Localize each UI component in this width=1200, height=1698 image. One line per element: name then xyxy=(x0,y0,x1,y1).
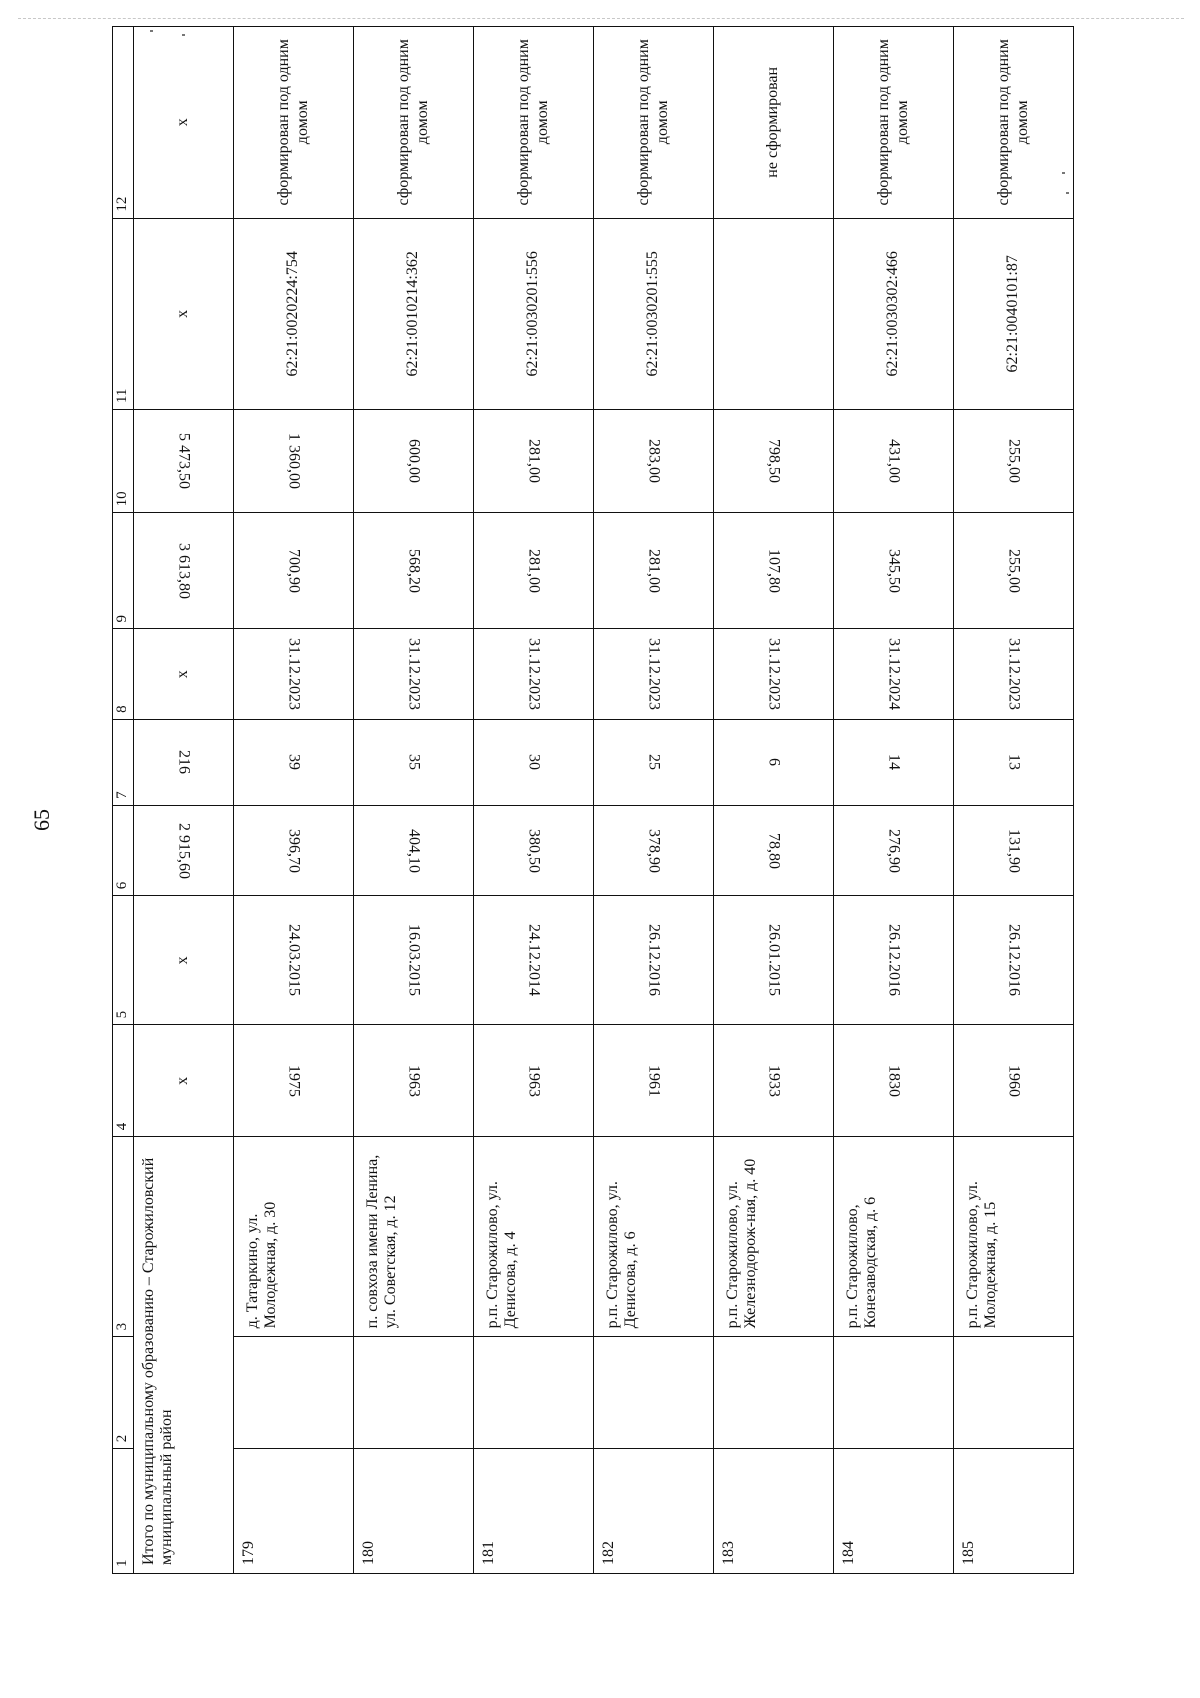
row-col2 xyxy=(954,1337,1074,1449)
row-number: 181 xyxy=(474,1449,594,1574)
row-col9 xyxy=(714,513,834,629)
column-number: 5 xyxy=(113,896,134,1025)
row-col10 xyxy=(354,410,474,513)
row-area-value: 404,10 xyxy=(405,828,423,873)
column-number: 8 xyxy=(113,629,134,719)
table-row xyxy=(234,27,354,1574)
row-status: сформирован под одним домом xyxy=(474,27,594,219)
total-count xyxy=(134,719,234,805)
row-deadline xyxy=(714,629,834,719)
row-col9-value: 107,80 xyxy=(765,548,783,593)
row-col2 xyxy=(234,1337,354,1449)
row-area-value: 78,80 xyxy=(765,832,783,869)
column-number: 2 xyxy=(113,1337,134,1449)
row-col2 xyxy=(714,1337,834,1449)
column-number: 1 xyxy=(113,1449,134,1574)
total-col9 xyxy=(134,513,234,629)
row-area xyxy=(354,805,474,895)
row-deadline xyxy=(594,629,714,719)
row-deadline-value: 31.12.2023 xyxy=(525,638,543,711)
row-status: сформирован под одним домом xyxy=(354,27,474,219)
row-deadline-value: 31.12.2023 xyxy=(645,638,663,711)
row-status: сформирован под одним домом xyxy=(834,27,954,219)
row-col10-value: 255,00 xyxy=(1005,439,1023,484)
row-area-value: 396,70 xyxy=(285,828,303,873)
row-year xyxy=(234,1025,354,1137)
row-status: сформирован под одним домом xyxy=(234,27,354,219)
row-status: сформирован под одним домом xyxy=(954,27,1074,219)
row-cadastral: 62:21:0030302:466 xyxy=(834,218,954,409)
row-col9 xyxy=(834,513,954,629)
row-deadline-value: 31.12.2023 xyxy=(765,638,783,711)
row-cadastral xyxy=(714,218,834,409)
row-status: сформирован под одним домом xyxy=(594,27,714,219)
row-address: р.п. Старожилово, ул. Железнодорож-ная, д. 40 xyxy=(714,1137,834,1337)
row-area xyxy=(234,805,354,895)
row-col10-value: 431,00 xyxy=(885,439,903,484)
table-row xyxy=(354,27,474,1574)
total-col10 xyxy=(134,410,234,513)
row-number: 180 xyxy=(354,1449,474,1574)
row-col9 xyxy=(594,513,714,629)
row-area xyxy=(954,805,1074,895)
row-col10 xyxy=(594,410,714,513)
row-status: не сформирован xyxy=(714,27,834,219)
row-year-value: 1960 xyxy=(1005,1064,1023,1097)
row-count xyxy=(714,719,834,805)
row-col9 xyxy=(354,513,474,629)
row-year xyxy=(594,1025,714,1137)
row-address: р.п. Старожилово, ул. Денисова, д. 4 xyxy=(474,1137,594,1337)
row-col10 xyxy=(954,410,1074,513)
row-col10-value: 600,00 xyxy=(405,439,423,484)
row-area xyxy=(714,805,834,895)
table-row xyxy=(954,27,1074,1574)
row-area-value: 276,90 xyxy=(885,828,903,873)
total-col9-value: 3 613,80 xyxy=(175,542,193,599)
row-date-value: 16.03.2015 xyxy=(405,924,423,997)
total-label: Итого по муниципальному образованию – Старожиловский муниципальный район xyxy=(134,1137,234,1574)
row-number: 184 xyxy=(834,1449,954,1574)
total-col10-value: 5 473,50 xyxy=(175,433,193,490)
total-area xyxy=(134,805,234,895)
row-date-value: 26.12.2016 xyxy=(645,924,663,997)
row-date-value: 24.03.2015 xyxy=(285,924,303,997)
row-area xyxy=(474,805,594,895)
table-row xyxy=(474,27,594,1574)
row-date xyxy=(594,896,714,1025)
row-year-value: 1963 xyxy=(525,1064,543,1097)
table-row xyxy=(714,27,834,1574)
row-deadline xyxy=(954,629,1074,719)
row-cadastral: 62:21:0040101:87 xyxy=(954,218,1074,409)
row-col9 xyxy=(474,513,594,629)
row-count-value: 35 xyxy=(405,754,423,771)
row-col10-value: 1 360,00 xyxy=(285,433,303,490)
column-number: 4 xyxy=(113,1025,134,1137)
row-count-value: 13 xyxy=(1005,754,1023,771)
column-number: 12 xyxy=(113,27,134,219)
total-cadastral: x xyxy=(134,218,234,409)
row-area xyxy=(594,805,714,895)
row-year-value: 1961 xyxy=(645,1064,663,1097)
row-col9-value: 345,50 xyxy=(885,548,903,593)
row-col10-value: 798,50 xyxy=(765,439,783,484)
row-count xyxy=(834,719,954,805)
row-year-value: 1933 xyxy=(765,1064,783,1097)
row-address: р.п. Старожилово, Конезаводская, д. 6 xyxy=(834,1137,954,1337)
row-date-value: 26.01.2015 xyxy=(765,924,783,997)
row-date xyxy=(834,896,954,1025)
row-col9-value: 568,20 xyxy=(405,548,423,593)
row-count xyxy=(594,719,714,805)
row-count-value: 39 xyxy=(285,754,303,771)
row-cadastral: 62:21:0030201:555 xyxy=(594,218,714,409)
column-number: 10 xyxy=(113,410,134,513)
row-col9-value: 255,00 xyxy=(1005,548,1023,593)
column-number: 11 xyxy=(113,218,134,409)
row-deadline-value: 31.12.2024 xyxy=(885,638,903,711)
row-date-value: 26.12.2016 xyxy=(1005,924,1023,997)
total-year: x xyxy=(134,1025,234,1137)
row-count-value: 6 xyxy=(765,758,783,767)
table-row xyxy=(834,27,954,1574)
row-count xyxy=(234,719,354,805)
row-date-value: 26.12.2016 xyxy=(885,924,903,997)
row-cadastral: 62:21:0010214:362 xyxy=(354,218,474,409)
row-year xyxy=(714,1025,834,1137)
row-address: р.п. Старожилово, ул. Денисова, д. 6 xyxy=(594,1137,714,1337)
row-col9 xyxy=(954,513,1074,629)
row-area-value: 131,90 xyxy=(1005,828,1023,873)
row-year-value: 1963 xyxy=(405,1064,423,1097)
row-year xyxy=(834,1025,954,1137)
row-deadline-value: 31.12.2023 xyxy=(405,638,423,711)
row-deadline-value: 31.12.2023 xyxy=(285,638,303,711)
row-count-value: 30 xyxy=(525,754,543,771)
table-body xyxy=(234,27,1074,1574)
row-col2 xyxy=(834,1337,954,1449)
row-number: 179 xyxy=(234,1449,354,1574)
total-area-value: 2 915,60 xyxy=(175,822,193,879)
row-date xyxy=(474,896,594,1025)
row-count-value: 25 xyxy=(645,754,663,771)
scan-edge-line xyxy=(18,18,1184,19)
row-col10-value: 283,00 xyxy=(645,439,663,484)
row-number: 185 xyxy=(954,1449,1074,1574)
row-year-value: 1830 xyxy=(885,1064,903,1097)
row-address: р.п. Старожилово, ул. Молодежная, д. 15 xyxy=(954,1137,1074,1337)
row-year xyxy=(474,1025,594,1137)
row-count xyxy=(954,719,1074,805)
rotated-table-wrapper xyxy=(112,26,1031,1574)
column-number: 6 xyxy=(113,805,134,895)
row-deadline xyxy=(234,629,354,719)
row-date xyxy=(354,896,474,1025)
row-date-value: 24.12.2014 xyxy=(525,924,543,997)
row-col10 xyxy=(474,410,594,513)
row-col10-value: 281,00 xyxy=(525,439,543,484)
row-count-value: 14 xyxy=(885,754,903,771)
column-number: 7 xyxy=(113,719,134,805)
row-count xyxy=(474,719,594,805)
column-number-row xyxy=(113,27,134,1574)
column-number: 9 xyxy=(113,513,134,629)
row-col2 xyxy=(474,1337,594,1449)
row-deadline xyxy=(834,629,954,719)
row-col10 xyxy=(714,410,834,513)
row-year xyxy=(354,1025,474,1137)
total-row xyxy=(134,27,234,1574)
row-col9-value: 281,00 xyxy=(645,548,663,593)
page-number: 65 xyxy=(29,809,54,831)
row-col2 xyxy=(594,1337,714,1449)
row-area-value: 380,50 xyxy=(525,828,543,873)
row-cadastral: 62:21:0030201:556 xyxy=(474,218,594,409)
total-status: x xyxy=(134,27,234,219)
row-count xyxy=(354,719,474,805)
row-address: п. совхоза имени Ленина, ул. Советская, д. 12 xyxy=(354,1137,474,1337)
row-col10 xyxy=(234,410,354,513)
row-cadastral: 62:21:0020224:754 xyxy=(234,218,354,409)
row-date xyxy=(954,896,1074,1025)
row-deadline-value: 31.12.2023 xyxy=(1005,638,1023,711)
row-number: 182 xyxy=(594,1449,714,1574)
total-count-value: 216 xyxy=(175,750,193,775)
housing-table xyxy=(112,26,1074,1574)
column-number: 3 xyxy=(113,1137,134,1337)
row-col2 xyxy=(354,1337,474,1449)
row-deadline xyxy=(474,629,594,719)
row-col10 xyxy=(834,410,954,513)
row-address: д. Татаркино, ул. Молодежная, д. 30 xyxy=(234,1137,354,1337)
row-area xyxy=(834,805,954,895)
row-col9 xyxy=(234,513,354,629)
row-col9-value: 700,90 xyxy=(285,548,303,593)
row-date xyxy=(714,896,834,1025)
row-area-value: 378,90 xyxy=(645,828,663,873)
row-year xyxy=(954,1025,1074,1137)
table-row xyxy=(594,27,714,1574)
total-date: x xyxy=(134,896,234,1025)
row-year-value: 1975 xyxy=(285,1064,303,1097)
row-date xyxy=(234,896,354,1025)
row-col9-value: 281,00 xyxy=(525,548,543,593)
total-deadline: x xyxy=(134,629,234,719)
row-number: 183 xyxy=(714,1449,834,1574)
row-deadline xyxy=(354,629,474,719)
